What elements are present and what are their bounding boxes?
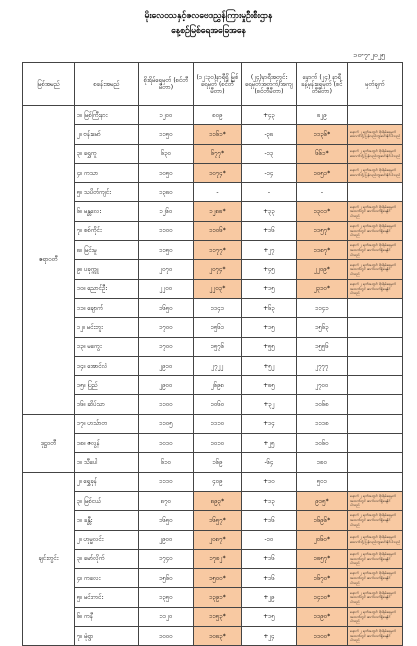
forecast-cell: ၆၆၁* — [297, 144, 348, 163]
forecast-cell: - — [297, 183, 348, 202]
station-cell: ၅။ မင်းကင်း — [75, 588, 139, 607]
danger-level-cell: ၂၀၇၀ — [139, 260, 194, 279]
current-level-cell: - — [194, 183, 242, 202]
table-row — [23, 144, 403, 163]
change-cell: +၃၃ — [242, 202, 297, 221]
danger-level-cell: ၁၀၁၀ — [139, 434, 194, 453]
station-cell: ၃။ မော်လိုက် — [75, 549, 139, 568]
header-river: မြစ်အမည် — [23, 63, 75, 106]
current-level-cell: ၂၇၂၂ — [194, 356, 242, 375]
remark-cell: နောက် ၂ ရက်အတွင်း စိုးရိမ်ရေမှတ်အထက်တွင် ဆက်လက်ရှိနေနိုင်ပါသည် — [348, 260, 403, 279]
remark-cell — [348, 395, 403, 414]
forecast-cell: ၂၇၇၇ — [297, 356, 348, 375]
danger-level-cell: ၁၀၀၀ — [139, 627, 194, 646]
remark-cell — [348, 414, 403, 433]
change-cell: +၁၆ — [242, 221, 297, 240]
danger-level-cell: ၁၆၅၀ — [139, 298, 194, 317]
station-cell: ၂။ ဟုမ္မလင်း — [75, 530, 139, 549]
forecast-cell: ၁၀၆၈ — [297, 395, 348, 414]
danger-level-cell: ၁၂၀၀ — [139, 106, 194, 125]
change-cell: +၂၉ — [242, 588, 297, 607]
remark-cell — [348, 106, 403, 125]
danger-level-cell: ၁၁၂၀ — [139, 607, 194, 626]
change-cell: -၃၈ — [242, 125, 297, 144]
station-cell: ၁၃။ မကွေး — [75, 337, 139, 356]
station-cell: ၇။ မုံရွာ — [75, 627, 139, 646]
danger-level-cell: ၁၁၅၀ — [139, 241, 194, 260]
current-level-cell: ၁၁၆၁* — [194, 125, 242, 144]
remark-cell: နောက် ၂ ရက်အတွင်း စိုးရိမ်ရေမှတ်အထက်တွင် ဆက်လက်ရှိနေနိုင်ပါသည် — [348, 511, 403, 530]
table-row — [23, 106, 403, 125]
current-level-cell: ၁၀၁၀ — [194, 434, 242, 453]
remark-cell: နောက် ၂ ရက်အတွင်း စိုးရိမ်ရေမှတ်အထက်တွင် ဆက်လက်ရှိနေနိုင်ပါသည် — [348, 549, 403, 568]
table-row — [23, 472, 403, 491]
forecast-cell: ၂၇၀၀ — [297, 376, 348, 395]
current-level-cell: ၁၀၈၃* — [194, 627, 242, 646]
header-24h-forecast: နောက် (၂၄) နာရီ ခန့်မှန်းရေမှတ် (စင်တီမီတာ) — [297, 63, 348, 106]
forecast-cell: ၂၀၆၀* — [297, 530, 348, 549]
station-cell: ၁၀။ ညောင်ဦး — [75, 279, 139, 298]
table-row — [23, 125, 403, 144]
remark-cell: နောက် ၂ ရက်အတွင်း စိုးရိမ်ရေမှတ်အောက်သို့ ပြန်လည်ကျဆင်းနိုင်ပါသည် — [348, 144, 403, 163]
table-row — [23, 434, 403, 453]
forecast-cell: ၁၁၁၈ — [297, 414, 348, 433]
remark-cell: နောက် ၂ ရက်အတွင်း စိုးရိမ်ရေမှတ်အထက်တွင် ဆက်လက်ရှိနေနိုင်ပါသည် — [348, 221, 403, 240]
danger-level-cell: ၁၁၀၀ — [139, 221, 194, 240]
forecast-cell: ၁၀၅၁* — [297, 163, 348, 182]
table-row — [23, 318, 403, 337]
danger-level-cell: ၁၁၀၀ — [139, 395, 194, 414]
current-level-cell: ၁၂၈၈* — [194, 202, 242, 221]
current-level-cell: ၁၀၇၄* — [194, 163, 242, 182]
current-level-cell: ၁၁၅၃* — [194, 607, 242, 626]
current-level-cell: ၁၁၇၇* — [194, 241, 242, 260]
danger-level-cell: ၁၀၅၀ — [139, 163, 194, 182]
forecast-cell: ၉၁၅* — [297, 491, 348, 510]
station-cell: ၈။ မြင်းမူ — [75, 241, 139, 260]
remark-cell: နောက် ၂ ရက်အတွင်း စိုးရိမ်ရေမှတ်အထက်တွင် ဆက်လက်ရှိနေနိုင်ပါသည် — [348, 241, 403, 260]
station-cell: ၉။ ပခုက္ကူ — [75, 260, 139, 279]
remark-cell: နောက် ၂ ရက်အတွင်း စိုးရိမ်ရေမှတ်အထက်တွင် ဆက်လက်ရှိနေနိုင်ပါသည် — [348, 607, 403, 626]
forecast-cell: ၁၁၃၆* — [297, 125, 348, 144]
table-row — [23, 414, 403, 433]
station-cell: ၁၇။ ဟသ်ာတ — [75, 414, 139, 433]
table-row — [23, 337, 403, 356]
forecast-cell: ၁၆၇၀* — [297, 569, 348, 588]
current-level-cell: ၁၅၀၀* — [194, 569, 242, 588]
change-cell: - — [242, 183, 297, 202]
danger-level-cell: ၁၃၈၀ — [139, 183, 194, 202]
remark-cell: နောက် ၂ ရက်အတွင်း စိုးရိမ်ရေမှတ်အထက်တွင် ဆက်လက်ရှိနေနိုင်ပါသည် — [348, 588, 403, 607]
table-row — [23, 376, 403, 395]
change-cell: -၁၄ — [242, 163, 297, 182]
station-cell: ၁၂။ မင်းဘူး — [75, 318, 139, 337]
table-row — [23, 530, 403, 549]
header-current-level: (၁၂:၃၀)နာရီရှိ မြစ်ရေမှတ် (စင်တီမီတာ) — [194, 63, 242, 106]
table-row — [23, 627, 403, 646]
river-level-table — [22, 62, 403, 646]
remark-cell — [348, 472, 403, 491]
current-level-cell: ၂၀၇၄* — [194, 260, 242, 279]
table-row — [23, 241, 403, 260]
forecast-cell: ၅၀၁ — [297, 472, 348, 491]
forecast-cell: ၁၁၀၀* — [297, 627, 348, 646]
remark-cell — [348, 434, 403, 453]
table-row — [23, 183, 403, 202]
station-cell: ၁။ သီပေါ — [75, 453, 139, 472]
change-cell: +၂၇ — [242, 241, 297, 260]
change-cell: +၂၄ — [242, 627, 297, 646]
forecast-cell: ၂၃၁၀* — [297, 279, 348, 298]
report-title: မိုးလေဝသနှင့်ဇလဗေဒညွှန်ကြားမှုဦးစီးဌာန — [144, 11, 273, 21]
current-level-cell: ၆၇၇* — [194, 144, 242, 163]
forecast-cell: ၁၀၆၀ — [297, 434, 348, 453]
table-header-row — [23, 63, 403, 106]
forecast-cell: ၁၆၉၆* — [297, 511, 348, 530]
change-cell: +၈၅ — [242, 376, 297, 395]
station-cell: ၃။ ရွှေကူ — [75, 144, 139, 163]
remark-cell — [348, 453, 403, 472]
change-cell: +၃၂ — [242, 395, 297, 414]
danger-level-cell: ၂၂၀၀ — [139, 279, 194, 298]
remark-cell: နောက် ၂ ရက်အတွင်း စိုးရိမ်ရေမှတ်အောက်သို့ ပြန်လည်ကျဆင်းနိုင်ပါသည် — [348, 163, 403, 182]
forecast-cell: ၁၅၆၃ — [297, 318, 348, 337]
station-cell: ၇။ စစ်ကိုင်း — [75, 221, 139, 240]
forecast-cell: ၁၁၄၁ — [297, 298, 348, 317]
danger-level-cell: ၁၁၅၀ — [139, 125, 194, 144]
remark-cell — [348, 337, 403, 356]
change-cell: +၁၅ — [242, 607, 297, 626]
change-cell: +၁၅ — [242, 318, 297, 337]
change-cell: +၁၃ — [242, 491, 297, 510]
remark-cell: နောက် ၂ ရက်အတွင်း စိုးရိမ်ရေမှတ်အထက်တွင် ဆက်လက်ရှိနေနိုင်ပါသည် — [348, 202, 403, 221]
current-level-cell: ၈၀၉ — [194, 106, 242, 125]
table-row — [23, 453, 403, 472]
header-24h-change: (၂၄)နာရီအတွင်း ရေမှတ်အတက်/အကျ (စင်တီမီတာ) — [242, 63, 297, 106]
station-cell: ၁၆။ ဆိပ်သာ — [75, 395, 139, 414]
station-cell: ၃။ မြစ်ငယ် — [75, 491, 139, 510]
remark-cell — [348, 376, 403, 395]
change-cell: +၁၆ — [242, 511, 297, 530]
current-level-cell: ၁၁၄၁ — [194, 298, 242, 317]
forecast-cell: ၁၅၅၆ — [297, 337, 348, 356]
current-level-cell: ၂၆၉၈ — [194, 376, 242, 395]
forecast-cell: ၁၁၈၇* — [297, 241, 348, 260]
current-level-cell: ၂၀၈၇* — [194, 530, 242, 549]
remark-cell: နောက် ၂ ရက်အတွင်း စိုးရိမ်ရေမှတ်အောက်သို့ ပြန်လည်ကျဆင်းနိုင်ပါသည် — [348, 125, 403, 144]
danger-level-cell: ၆၁၀ — [139, 453, 194, 472]
remark-cell: နောက် ၂ ရက်အတွင်း စိုးရိမ်ရေမှတ်အောက်သို့ ပြန်လည်ကျဆင်းနိုင်ပါသည် — [348, 530, 403, 549]
station-cell: ၁၅။ ပြည် — [75, 376, 139, 395]
river-name-cell: ဧရာဝတီ — [23, 106, 75, 415]
change-cell: +၁၄ — [242, 414, 297, 433]
danger-level-cell: ၁၁၀၅ — [139, 414, 194, 433]
header-danger-level: စိုးရိမ်ရေမှတ် (စင်တီမီတာ) — [139, 63, 194, 106]
danger-level-cell: ၈၇၀ — [139, 491, 194, 510]
danger-level-cell: ၂၉၀၀ — [139, 376, 194, 395]
current-level-cell: ၁၀၆၀ — [194, 395, 242, 414]
current-level-cell: ၁၁၁၀ — [194, 414, 242, 433]
table-row — [23, 607, 403, 626]
river-name-cell: ဒုဋ္ဌဝတီ — [23, 414, 75, 472]
table-row — [23, 221, 403, 240]
danger-level-cell: ၁၅၆၀ — [139, 569, 194, 588]
table-row — [23, 549, 403, 568]
table-row — [23, 511, 403, 530]
current-level-cell: ၁၁၀၆* — [194, 221, 242, 240]
danger-level-cell: ၁၂၆၀ — [139, 202, 194, 221]
station-cell: ၄။ ကသာ — [75, 163, 139, 182]
danger-level-cell: ၁၇၀၀ — [139, 318, 194, 337]
current-level-cell: ၄၀၉ — [194, 472, 242, 491]
remark-cell: နောက် ၂ ရက်အတွင်း စိုးရိမ်ရေမှတ်အထက်တွင် ဆက်လက်ရှိနေနိုင်ပါသည် — [348, 491, 403, 510]
remark-cell: နောက် ၂ ရက်အတွင်း စိုးရိမ်ရေမှတ်အထက်တွင် ဆက်လက်ရှိနေနိုင်ပါသည် — [348, 279, 403, 298]
table-row — [23, 569, 403, 588]
station-cell: ၁၁။ ချောက် — [75, 298, 139, 317]
station-cell: ၁။ ခန္တီး — [75, 511, 139, 530]
danger-level-cell: ၁၁၁၀ — [139, 472, 194, 491]
header-station: စခန်းအမည် — [75, 63, 139, 106]
change-cell: +၁၅ — [242, 279, 297, 298]
station-cell: ၄။ ကလေး — [75, 569, 139, 588]
forecast-cell: ၁၁၉၀* — [297, 607, 348, 626]
forecast-cell: ၁၃၀၁* — [297, 202, 348, 221]
remark-cell — [348, 356, 403, 375]
current-level-cell: ၁၆၉ — [194, 453, 242, 472]
change-cell: -၁၃ — [242, 144, 297, 163]
change-cell: +၂၅ — [242, 434, 297, 453]
current-level-cell: ၁၅၇၆ — [194, 337, 242, 356]
change-cell: -၁၀ — [242, 530, 297, 549]
forecast-cell: ၈၂၉ — [297, 106, 348, 125]
danger-level-cell: ၁၃၅၀ — [139, 588, 194, 607]
station-cell: ၁၈။ ဇလွန် — [75, 434, 139, 453]
change-cell: +၁၆ — [242, 549, 297, 568]
forecast-cell: ၁၈၅၇* — [297, 549, 348, 568]
remark-cell — [348, 298, 403, 317]
station-cell: ၁။ မြစ်ကြီးနား — [75, 106, 139, 125]
table-row — [23, 395, 403, 414]
report-subtitle: နေ့စဉ်မြစ်ရေအခြေအနေ — [171, 26, 246, 36]
station-cell: ၆။ မန္တလေး — [75, 202, 139, 221]
change-cell: +၁၀ — [242, 472, 297, 491]
table-row — [23, 491, 403, 510]
change-cell: -၆၄ — [242, 453, 297, 472]
change-cell: +၆၃ — [242, 298, 297, 317]
table-row — [23, 202, 403, 221]
change-cell: +၅၅ — [242, 337, 297, 356]
remark-cell: နောက် ၂ ရက်အတွင်း စိုးရိမ်ရေမှတ်အထက်တွင် ဆက်လက်ရှိနေနိုင်ပါသည် — [348, 569, 403, 588]
report-date: ၁၀-၇-၂၀၂၅ — [353, 51, 385, 59]
current-level-cell: ၂၂၀၃* — [194, 279, 242, 298]
danger-level-cell: ၂၉၀၀ — [139, 530, 194, 549]
danger-level-cell: ၁၆၅၀ — [139, 511, 194, 530]
forecast-cell: ၁၁၅၇* — [297, 221, 348, 240]
danger-level-cell: ၆၃၀ — [139, 144, 194, 163]
table-row — [23, 298, 403, 317]
change-cell: +၁၆ — [242, 569, 297, 588]
remark-cell: နောက် ၂ ရက်အတွင်း စိုးရိမ်ရေမှတ်အထက်တွင် ဆက်လက်ရှိနေနိုင်ပါသည် — [348, 627, 403, 646]
danger-level-cell: ၁၇၄၀ — [139, 549, 194, 568]
current-level-cell: ၁၆၅၇* — [194, 511, 242, 530]
station-cell: ၂။ ရွှေခုန် — [75, 472, 139, 491]
table-row — [23, 356, 403, 375]
table-row — [23, 163, 403, 182]
change-cell: +၅၂ — [242, 356, 297, 375]
table-row — [23, 588, 403, 607]
table-row — [23, 260, 403, 279]
change-cell: +၄၃ — [242, 106, 297, 125]
station-cell: ၆။ ကနီ — [75, 607, 139, 626]
station-cell: ၂။ ဗန်းမော် — [75, 125, 139, 144]
danger-level-cell: ၁၇၀၀ — [139, 337, 194, 356]
station-cell: ၁၄။ အောင်လံ — [75, 356, 139, 375]
remark-cell — [348, 318, 403, 337]
station-cell: ၅။ သပိတ်ကျင်း — [75, 183, 139, 202]
current-level-cell: ၁၃၉၁* — [194, 588, 242, 607]
current-level-cell: ၈၉၃* — [194, 491, 242, 510]
danger-level-cell: ၂၉၁၀ — [139, 356, 194, 375]
forecast-cell: ၁၄၁၀* — [297, 588, 348, 607]
river-name-cell: ချင်းတွင်း — [23, 472, 75, 646]
current-level-cell: ၁၇၈၂* — [194, 549, 242, 568]
forecast-cell: ၁၈၀ — [297, 453, 348, 472]
remark-cell — [348, 183, 403, 202]
header-remark: မှတ်ချက် — [348, 63, 403, 106]
change-cell: +၄၅ — [242, 260, 297, 279]
table-body — [23, 106, 403, 646]
forecast-cell: ၂၂၀၉* — [297, 260, 348, 279]
current-level-cell: ၁၅၆၁ — [194, 318, 242, 337]
table-row — [23, 279, 403, 298]
